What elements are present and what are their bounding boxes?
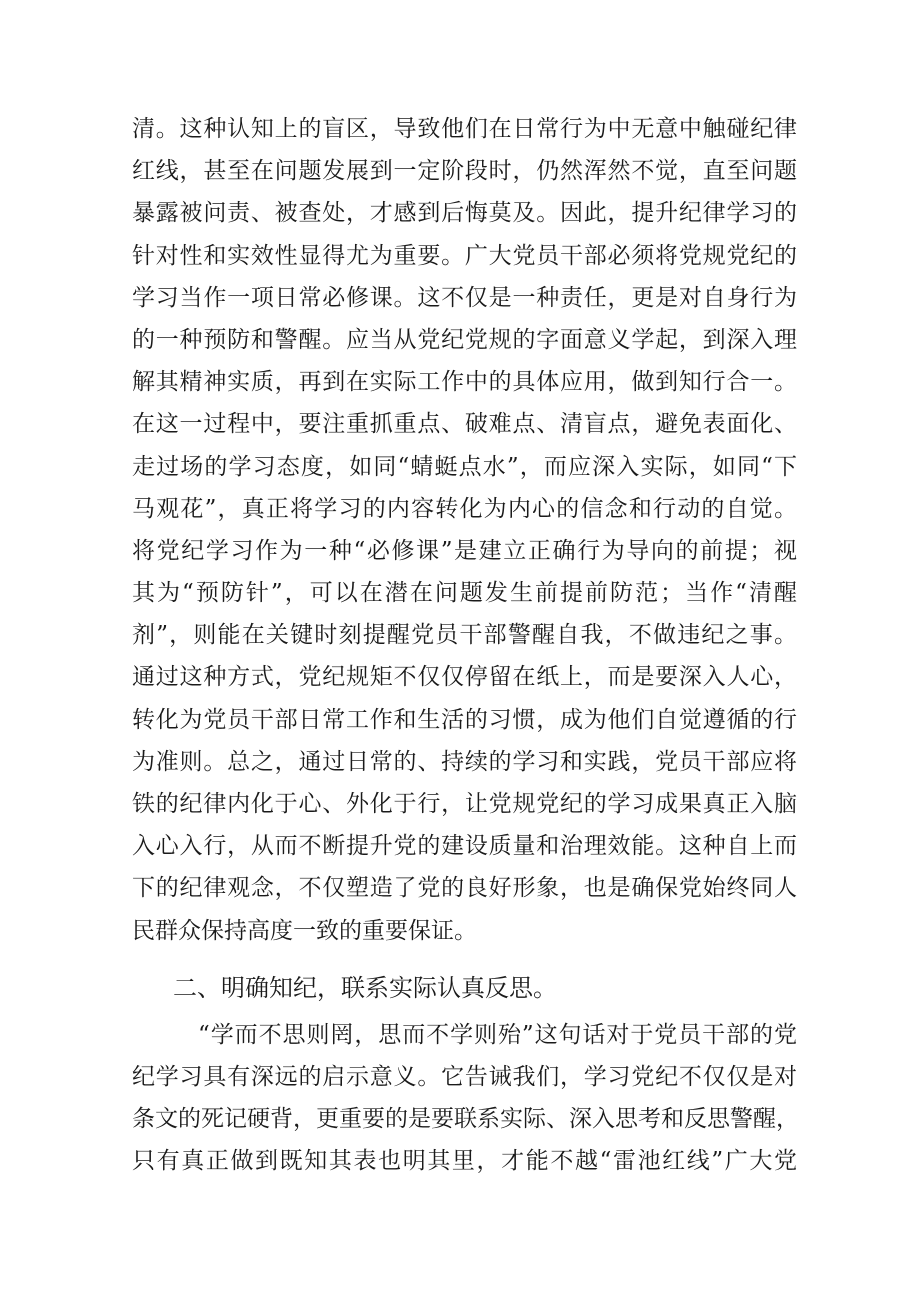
body-paragraph bbox=[132, 108, 797, 952]
text-line: 转化为党员干部日常工作和生活的习惯，成为他们自觉遵循的行 bbox=[132, 706, 797, 733]
text-line: 纪学习具有深远的启示意义。它告诫我们，学习党纪不仅仅是对 bbox=[132, 1063, 797, 1090]
text-line: 民群众保持高度一致的重要保证。 bbox=[132, 917, 477, 944]
text-line: 解其精神实质，再到在实际工作中的具体应用，做到知行合一。 bbox=[132, 369, 797, 396]
text-line: 将党纪学习作为一种“必修课”是建立正确行为导向的前提；视 bbox=[132, 537, 797, 564]
body-paragraph bbox=[132, 1014, 797, 1183]
text-line: 下的纪律观念，不仅塑造了党的良好形象，也是确保党始终同人 bbox=[132, 875, 797, 902]
section-heading: 二、明确知纪，联系实际认真反思。 bbox=[173, 973, 557, 1002]
text-line: 通过这种方式，党纪规矩不仅仅停留在纸上，而是要深入人心， bbox=[132, 664, 797, 691]
text-line: 为准则。总之，通过日常的、持续的学习和实践，党员干部应将 bbox=[132, 748, 797, 775]
text-line: 走过场的学习态度，如同“蜻蜓点水”，而应深入实际，如同“下 bbox=[132, 453, 797, 480]
text-line: 条文的死记硬背，更重要的是要联系实际、深入思考和反思警醒， bbox=[132, 1106, 799, 1133]
text-line: 红线，甚至在问题发展到一定阶段时，仍然浑然不觉，直至问题 bbox=[132, 158, 797, 185]
text-line: “学而不思则罔，思而不学则殆”这句话对于党员干部的党 bbox=[198, 1021, 797, 1048]
text-line: 清。这种认知上的盲区，导致他们在日常行为中无意中触碰纪律 bbox=[132, 116, 797, 142]
text-line: 暴露被问责、被查处，才感到后悔莫及。因此，提升纪律学习的 bbox=[132, 200, 797, 227]
text-line: 在这一过程中，要注重抓重点、破难点、清盲点，避免表面化、 bbox=[132, 411, 797, 438]
text-line: 的一种预防和警醒。应当从党纪党规的字面意义学起，到深入理 bbox=[132, 326, 797, 353]
text-line: 马观花”，真正将学习的内容转化为内心的信念和行动的自觉。 bbox=[132, 495, 797, 522]
text-line: 针对性和实效性显得尤为重要。广大党员干部必须将党规党纪的 bbox=[132, 242, 797, 269]
text-line: 剂”，则能在关键时刻提醒党员干部警醒自我，不做违纪之事。 bbox=[132, 622, 797, 649]
document-page bbox=[132, 108, 797, 1183]
text-line: 铁的纪律内化于心、外化于行，让党规党纪的学习成果真正入脑 bbox=[132, 791, 797, 817]
text-line: 其为“预防针”，可以在潜在问题发生前提前防范；当作“清醒 bbox=[132, 580, 797, 607]
text-line: 入心入行，从而不断提升党的建设质量和治理效能。这种自上而 bbox=[132, 833, 797, 860]
text-line: 只有真正做到既知其表也明其里，才能不越“雷池红线”广大党 bbox=[132, 1148, 797, 1175]
text-line: 学习当作一项日常必修课。这不仅是一种责任，更是对自身行为 bbox=[132, 284, 797, 311]
